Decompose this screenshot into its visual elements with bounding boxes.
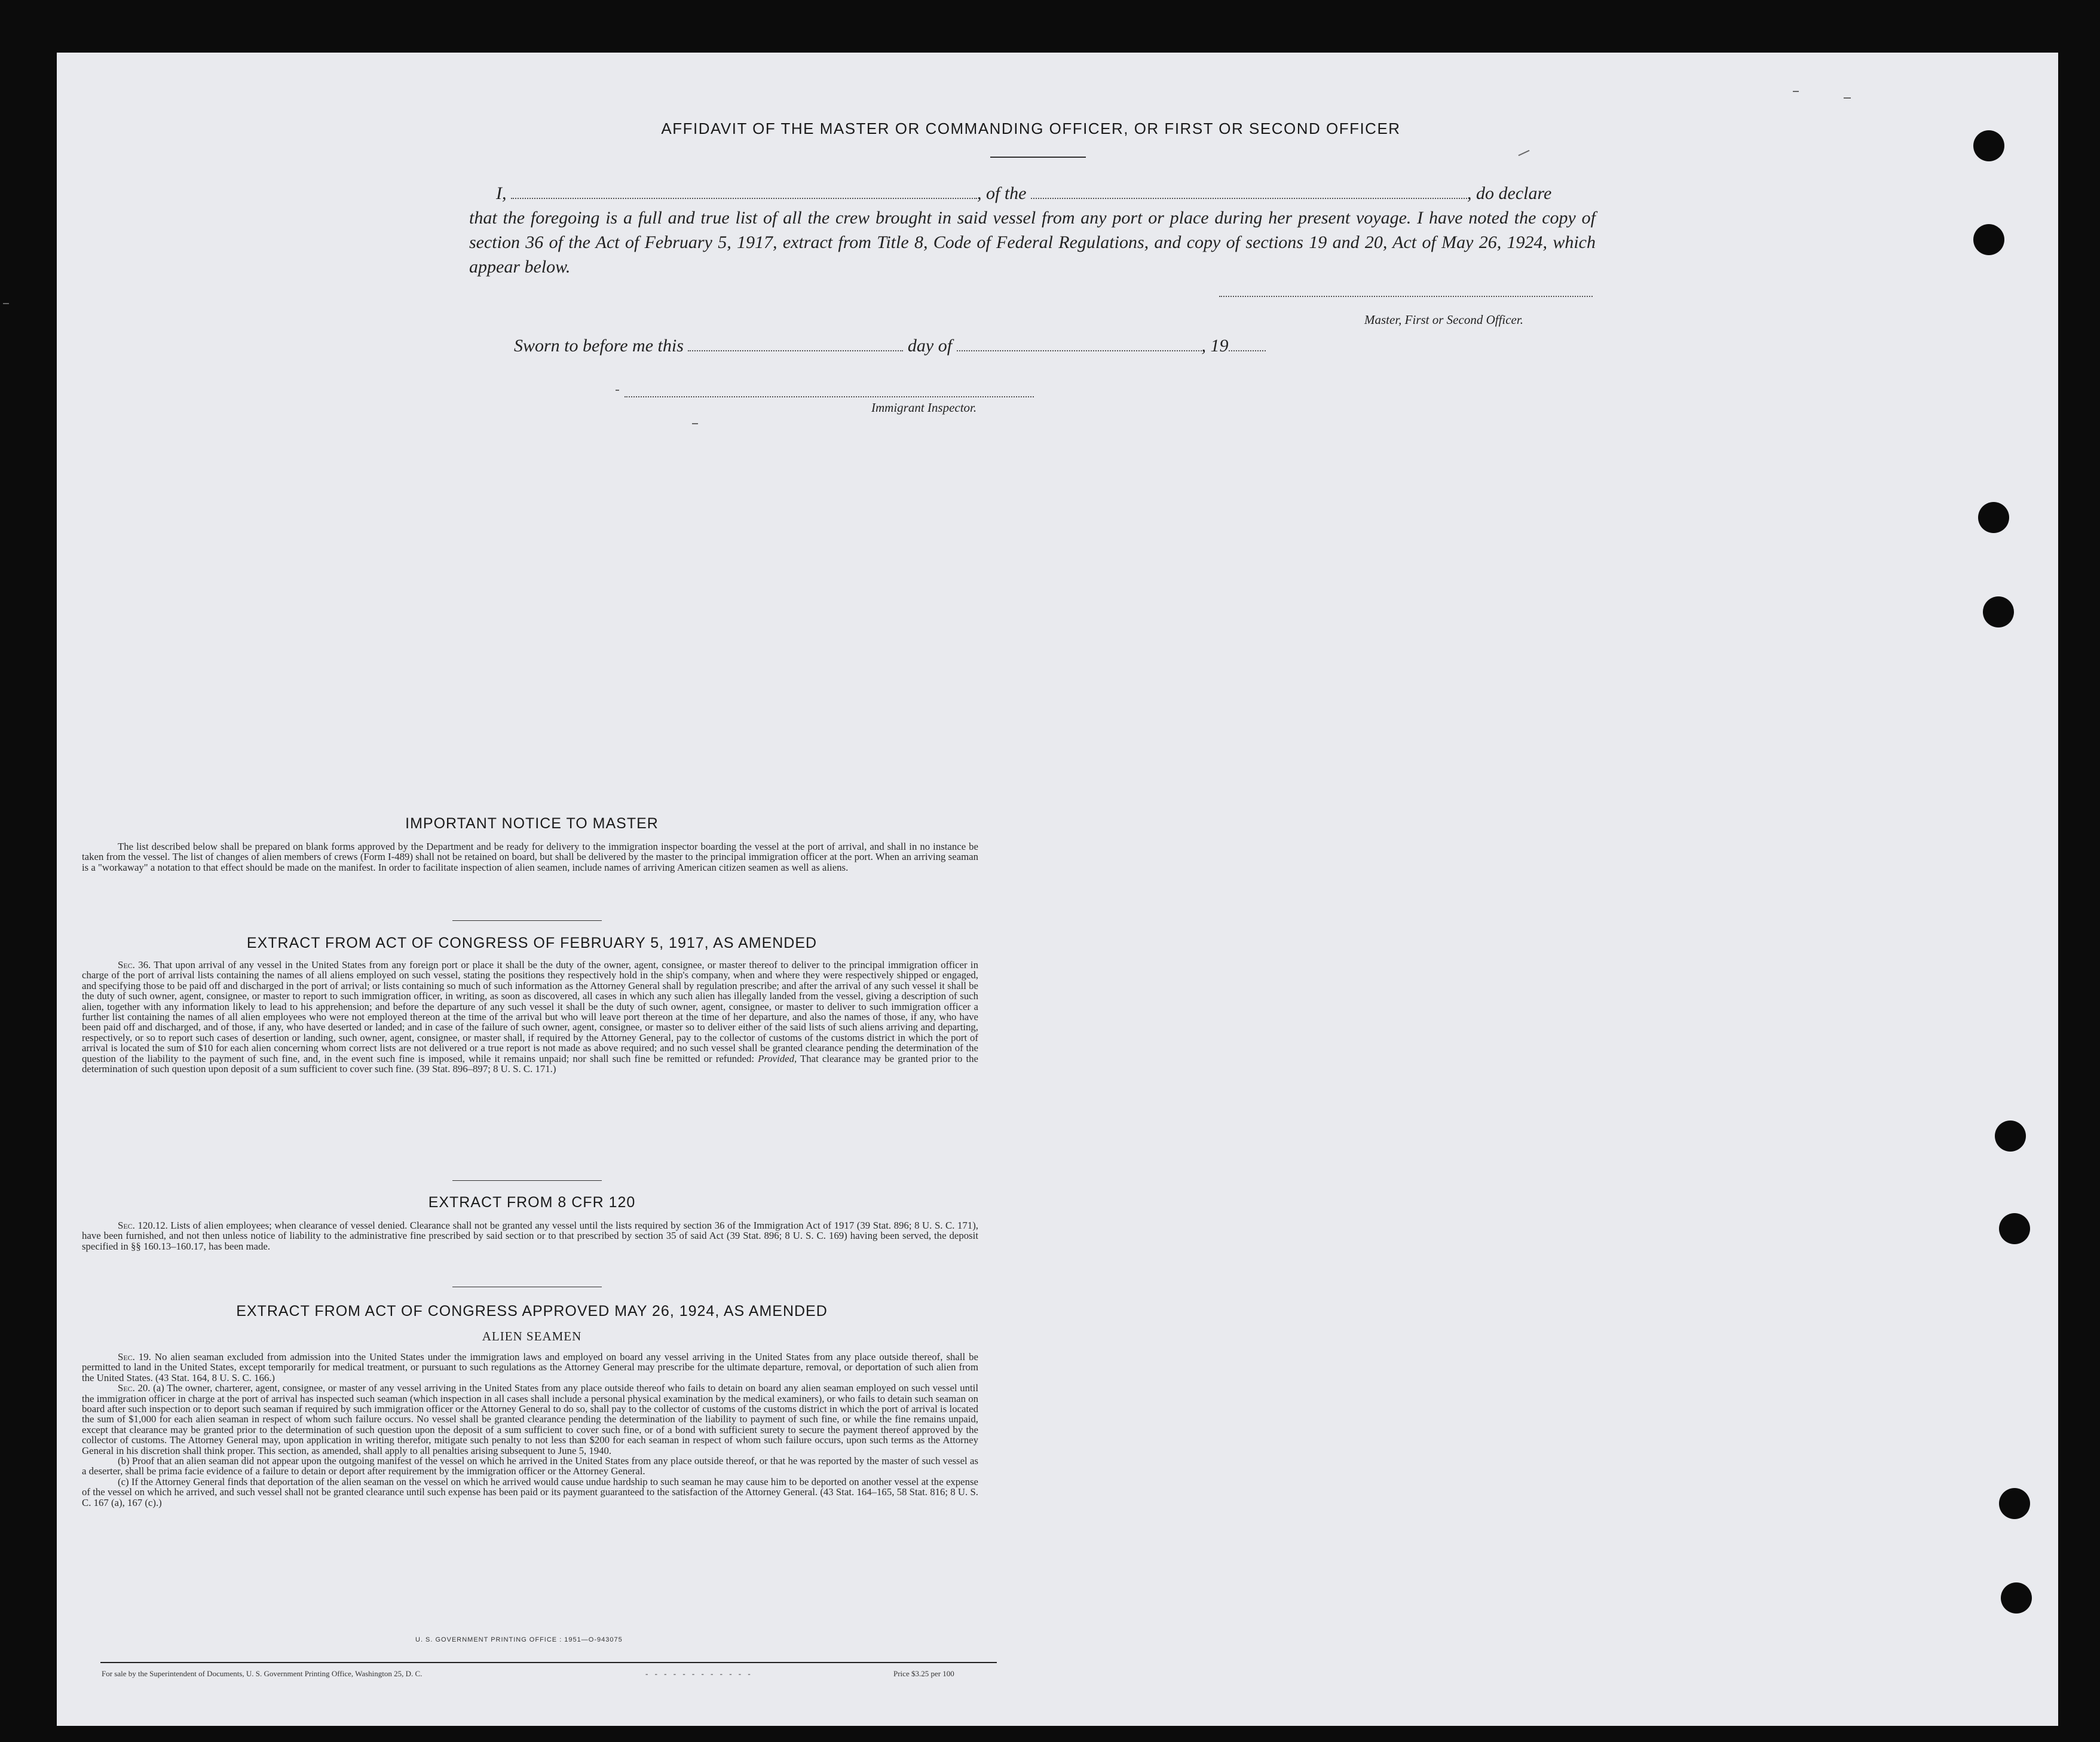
section-rule xyxy=(452,1180,602,1181)
edge-mark xyxy=(1793,91,1799,92)
binder-hole xyxy=(1973,224,2004,255)
stray-mark xyxy=(616,390,619,391)
binder-hole xyxy=(1978,502,2009,533)
sec120-label: Sec. 120.12. xyxy=(118,1220,168,1231)
sworn-line xyxy=(514,336,1266,356)
extract-1924-title: EXTRACT FROM ACT OF CONGRESS APPROVED MAY 26, 1924, AS AMENDED xyxy=(236,1303,828,1319)
affidavit-body: that the foregoing is a full and true list of all the crew brought in said vessel from any port or place during her present voyage. I have noted the copy of section 36 of the Act of February 5, 1917, extract from Title 8, Code of Federal Regulations, and copy of sections 19 and 20, Act of May 26, 1924, which appear below. xyxy=(469,208,1596,277)
extract-1917-body xyxy=(82,960,978,1074)
binder-hole xyxy=(1973,130,2004,161)
binder-hole xyxy=(1999,1488,2030,1519)
title-rule xyxy=(990,157,1086,158)
footer-rule xyxy=(100,1662,997,1663)
alien-seamen-heading: ALIEN SEAMEN xyxy=(482,1329,582,1343)
binder-hole xyxy=(2001,1582,2032,1614)
sec20b-text: (b) Proof that an alien seaman did not appear upon the outgoing manifest of the vessel on which he arrived in the United States from any place outside thereof, or that he was reported by the master of such vessel as a deserter, shall be prima facie evidence of a failure to detain or deport after requirement by the immigration officer or the Attorney General. xyxy=(82,1455,978,1477)
sec120-text: Lists of alien employees; when clearance of vessel denied. Clearance shall not be granted any vessel until the lists required by section 36 of the Immigration Act of 1917 (39 Stat. 896; 8 U. S. C. 171), have been furnished, and not then unless notice of liability to the administrative fine prescribed by said section or to that prescribed by section 35 of said Act (39 Stat. 896; 8 U. S. C. 169) having been served, the deposit specified in §§ 160.13–160.17, has been made. xyxy=(82,1220,978,1252)
binder-hole xyxy=(1983,596,2014,627)
year-blank[interactable] xyxy=(1229,336,1266,351)
master-signature-line[interactable] xyxy=(1219,296,1593,297)
footer-sale-note: For sale by the Superintendent of Documents, U. S. Government Printing Office, Washington 25, D. C. xyxy=(102,1669,423,1678)
extract-cfr-body xyxy=(82,1220,978,1251)
of-the-label: , of the xyxy=(977,183,1027,203)
inspector-signature-line[interactable] xyxy=(625,396,1034,397)
inspector-caption: Immigrant Inspector. xyxy=(871,400,977,415)
provided-word: Provided, xyxy=(758,1052,797,1064)
vessel-blank[interactable] xyxy=(1031,183,1467,199)
extract-cfr-title: EXTRACT FROM 8 CFR 120 xyxy=(428,1194,636,1211)
sec19-label: Sec. 19. xyxy=(118,1351,151,1363)
footer-price: Price $3.25 per 100 xyxy=(893,1669,954,1678)
sec20a-text: (a) The owner, charterer, agent, consignee, or master of any vessel arriving in the United States from any place outside thereof who fails to detain on board any alien seaman employed on such vessel until the immigration officer in charge at the port of arrival has inspected such seaman (which inspection in all cases shall include a personal physical examination by the medical examiners), or who fails to detain such seaman on board after such inspection or to deport such seaman if required by such immigration officer or the Attorney General to do so, shall pay to the collector of customs of the customs district in which the port of arrival is located the sum of $1,000 for each alien seaman in respect of whom such failure occurs. No vessel shall be granted clearance pending the determination of the liability to payment of such fine, or while the fine remains unpaid, except that clearance may be granted prior to the determination of such question upon the deposit of a sum sufficient to cover such fine, or of a bond with sufficient surety to secure the payment thereof approved by the collector of customs. The Attorney General may, upon application in writing therefor, mitigate such penalty to not less than $200 for each seaman in respect of whom such failure occurs, upon such terms as the Attorney General in his discretion shall think proper. This section, as amended, shall apply to all penalties arising subsequent to June 5, 1940. xyxy=(82,1382,978,1456)
affidavit-block xyxy=(469,181,1596,279)
sec20-label: Sec. 20. xyxy=(118,1382,151,1394)
sworn-prefix: Sworn to before me this xyxy=(514,336,684,356)
day-of-label: day of xyxy=(907,336,953,356)
sec20c-text: (c) If the Attorney General finds that deportation of the alien seaman on the vessel on which he arrived would cause undue hardship to such seaman he may cause him to be deported on another vessel at the expense of the vessel on which he arrived, and such vessel shall not be granted clearance until such expense has been paid or its payment guaranteed to the satisfaction of the Attorney General. (43 Stat. 164–165, 58 Stat. 816; 8 U. S. C. 167 (a), 167 (c).) xyxy=(82,1475,978,1508)
sec36-end: That clearance may be granted prior to the determination of such question upon deposit of a sum sufficient to cover such fine. (39 Stat. 896–897; 8 U. S. C. 171.) xyxy=(82,1052,978,1075)
sec36-text: That upon arrival of any vessel in the United States from any foreign port or place it shall be the duty of the owner, agent, consignee, or master thereof to deliver to the principal immigration officer in charge of the port of arrival lists containing the names of all aliens employed on such vessel, stating the positions they respectively hold in the ship's company, when and where they were respectively shipped or engaged, and specifying those to be paid off and discharged in the port of arrival; or lists containing so much of such information as the Attorney General shall by regulation prescribe; and after the arrival of any such vessel it shall be the duty of such owner, agent, consignee, or master to report to such immigration officer, in writing, as soon as discovered, all cases in which any such alien has illegally landed from the vessel, giving a description of such alien, together with any information likely to lead to his apprehension; and before the departure of any such vessel it shall be the duty of such owner, agent, consignee, or master to deliver to such immigration officer a further list containing the names of all alien employees who were not employed thereon at the time of the arrival but who will leave port thereon at the time of her departure, and also the names of those, if any, who have been paid off and discharged, and of those, if any, who have deserted or landed; and in case of the failure of such owner, agent, consignee, or master so to deliver either of the said lists of such aliens arriving and departing, respectively, or so to report such cases of desertion or landing, such owner, agent, consignee, or master shall, if required by the Attorney General, pay to the collector of customs of the customs district in which the port of arrival is located the sum of $10 for each alien concerning whom correct lists are not delivered or a true report is not made as above required; and no such vessel shall be granted clearance pending the determination of the question of the liability to the payment of such fine, and, in the event such fine is imposed, while it remains unpaid; nor shall such fine be remitted or refunded: xyxy=(82,959,978,1064)
binder-hole xyxy=(1995,1120,2026,1152)
edge-mark xyxy=(1844,97,1851,99)
notice-paragraph: The list described below shall be prepared on blank forms approved by the Department and be ready for delivery to the immigration inspector boarding the vessel at the port of arrival, and shall in no instance be taken from the vessel. The list of changes of alien members of crews (Form I-489) shall not be retained on board, but shall be delivered by the master to the principal immigration officer at the port. When an arriving seaman is a "workaway" a notation to that effect should be made on the manifest. In order to facilitate inspection of alien seamen, include names of arriving American citizen seamen as well as aliens. xyxy=(82,841,978,873)
master-caption: Master, First or Second Officer. xyxy=(1364,313,1523,327)
edge-mark xyxy=(3,303,9,304)
section-rule xyxy=(452,920,602,921)
footer-dash-leader: - - - - - - - - - - - - xyxy=(645,1669,753,1678)
do-declare-label: , do declare xyxy=(1467,183,1552,203)
extract-1924-body xyxy=(82,1352,978,1508)
sec36-label: Sec. 36. xyxy=(118,959,151,971)
stray-mark xyxy=(692,423,698,424)
sec19-text: No alien seaman excluded from admission into the United States under the immigration laws and employed on board any vessel arriving in the United States from any place outside thereof, shall be permitted to land in the United States, except temporarily for medical treatment, or pursuant to such regulations as the Attorney General may prescribe for the ultimate departure, removal, or deportation of such alien from the United States. (43 Stat. 164, 8 U. S. C. 166.) xyxy=(82,1351,978,1383)
year-prefix: , 19 xyxy=(1201,336,1229,356)
month-blank[interactable] xyxy=(957,336,1202,351)
day-blank[interactable] xyxy=(688,336,903,351)
affidavit-title: AFFIDAVIT OF THE MASTER OR COMMANDING OFFICER, OR FIRST OR SECOND OFFICER xyxy=(661,120,1401,137)
notice-body xyxy=(82,841,978,872)
extract-1917-title: EXTRACT FROM ACT OF CONGRESS OF FEBRUARY 5, 1917, AS AMENDED xyxy=(246,935,818,951)
gpo-imprint: U. S. GOVERNMENT PRINTING OFFICE : 1951—O-943075 xyxy=(415,1636,623,1643)
name-blank[interactable] xyxy=(511,183,977,199)
i-label: I, xyxy=(496,183,507,203)
notice-title: IMPORTANT NOTICE TO MASTER xyxy=(405,815,659,832)
binder-hole xyxy=(1999,1213,2030,1244)
